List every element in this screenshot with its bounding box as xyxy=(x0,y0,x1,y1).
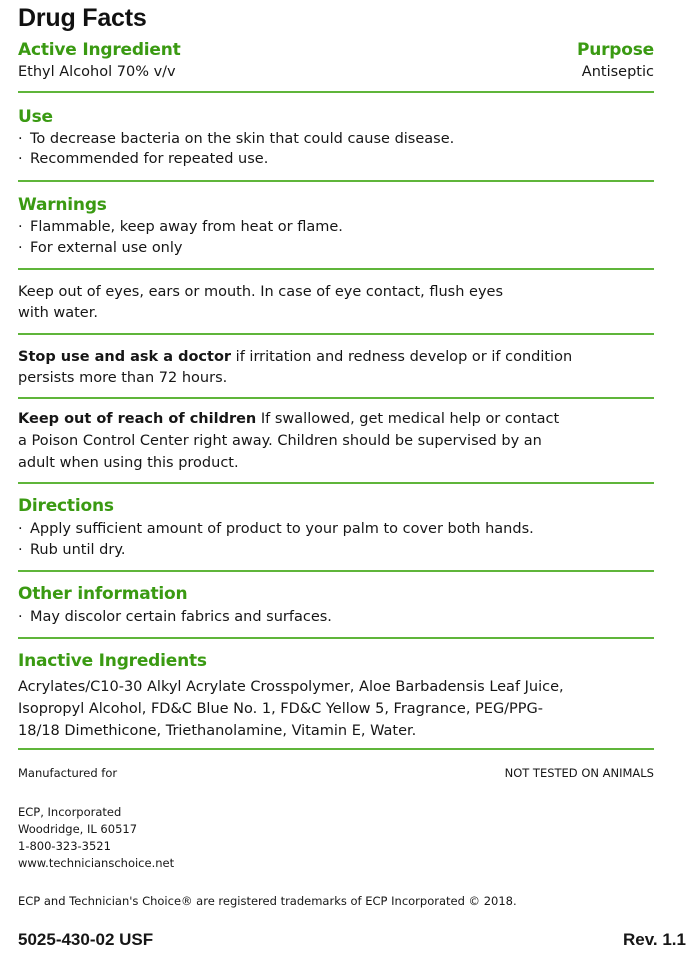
use-item-text: To decrease bacteria on the skin that could cause disease. xyxy=(30,131,455,147)
other-information-heading: Other information xyxy=(18,584,188,604)
warning-item-text: For external use only xyxy=(30,240,183,256)
warning-item-text: Flammable, keep away from heat or flame. xyxy=(30,219,343,235)
section-divider xyxy=(18,333,654,335)
section-divider xyxy=(18,180,654,182)
warning-item xyxy=(18,238,182,258)
drug-facts-title: Drug Facts xyxy=(18,4,147,32)
stop-use-line-2: persists more than 72 hours. xyxy=(18,370,228,386)
purpose-heading: Purpose xyxy=(576,40,654,60)
use-item-text: Recommended for repeated use. xyxy=(30,151,269,167)
inactive-ingredients-line-3: 18/18 Dimethicone, Triethanolamine, Vitamin E, Water. xyxy=(18,723,417,739)
children-warning-bold: Keep out of reach of children xyxy=(18,411,257,427)
children-warning-rest: If swallowed, get medical help or contact xyxy=(256,411,560,427)
children-warning-line-3: adult when using this product. xyxy=(18,455,239,471)
use-item xyxy=(18,149,268,169)
stop-use-rest: if irritation and redness develop or if condition xyxy=(231,349,573,365)
bullet: · xyxy=(18,151,23,167)
product-code: 5025-430-02 USF xyxy=(18,930,154,949)
manufacturer-phone: 1-800-323-3521 xyxy=(18,839,111,853)
active-ingredient-value: Ethyl Alcohol 70% v/v xyxy=(18,64,176,80)
manufacturer-name: ECP, Incorporated xyxy=(18,805,122,819)
warning-item xyxy=(18,217,343,237)
revision-number: Rev. 1.1 xyxy=(622,930,686,949)
manufacturer-city: Woodridge, IL 60517 xyxy=(18,822,138,836)
direction-item-text: Apply sufficient amount of product to your palm to cover both hands. xyxy=(30,521,534,537)
bullet: · xyxy=(18,542,23,558)
inactive-ingredients-line-2: Isopropyl Alcohol, FD&C Blue No. 1, FD&C Yellow 5, Fragrance, PEG/PPG- xyxy=(18,701,544,717)
manufacturer-website: www.technicianschoice.net xyxy=(18,856,175,870)
trademark-notice: ECP and Technician's Choice® are registered trademarks of ECP Incorporated © 2018. xyxy=(18,894,517,908)
eyes-warning-line-2: with water. xyxy=(18,305,98,321)
bullet: · xyxy=(18,219,23,235)
manufactured-for-label: Manufactured for xyxy=(18,766,118,780)
section-divider xyxy=(18,482,654,484)
section-divider xyxy=(18,91,654,93)
inactive-ingredients-line-1: Acrylates/C10-30 Alkyl Acrylate Crosspolymer, Aloe Barbadensis Leaf Juice, xyxy=(18,679,564,695)
direction-item-text: Rub until dry. xyxy=(30,542,126,558)
section-divider xyxy=(18,637,654,639)
bullet: · xyxy=(18,131,23,147)
eyes-warning-line-1: Keep out of eyes, ears or mouth. In case of eye contact, flush eyes xyxy=(18,284,503,300)
bullet: · xyxy=(18,521,23,537)
direction-item xyxy=(18,540,125,560)
stop-use-line-1 xyxy=(18,347,572,367)
other-information-item xyxy=(18,607,332,627)
directions-heading: Directions xyxy=(18,496,114,516)
section-divider xyxy=(18,397,654,399)
section-divider xyxy=(18,268,654,270)
purpose-value: Antiseptic xyxy=(581,64,654,80)
section-divider xyxy=(18,570,654,572)
other-information-item-text: May discolor certain fabrics and surfaces. xyxy=(30,609,332,625)
stop-use-bold: Stop use and ask a doctor xyxy=(18,349,232,365)
active-ingredient-heading: Active Ingredient xyxy=(18,40,181,60)
direction-item xyxy=(18,519,534,539)
inactive-ingredients-heading: Inactive Ingredients xyxy=(18,651,207,671)
children-warning-line-2: a Poison Control Center right away. Children should be supervised by an xyxy=(18,433,542,449)
children-warning-line-1 xyxy=(18,409,559,429)
section-divider xyxy=(18,748,654,750)
not-tested-on-animals: NOT TESTED ON ANIMALS xyxy=(504,766,654,780)
bullet: · xyxy=(18,609,23,625)
use-heading: Use xyxy=(18,107,53,127)
warnings-heading: Warnings xyxy=(18,195,107,215)
use-item xyxy=(18,129,454,149)
bullet: · xyxy=(18,240,23,256)
